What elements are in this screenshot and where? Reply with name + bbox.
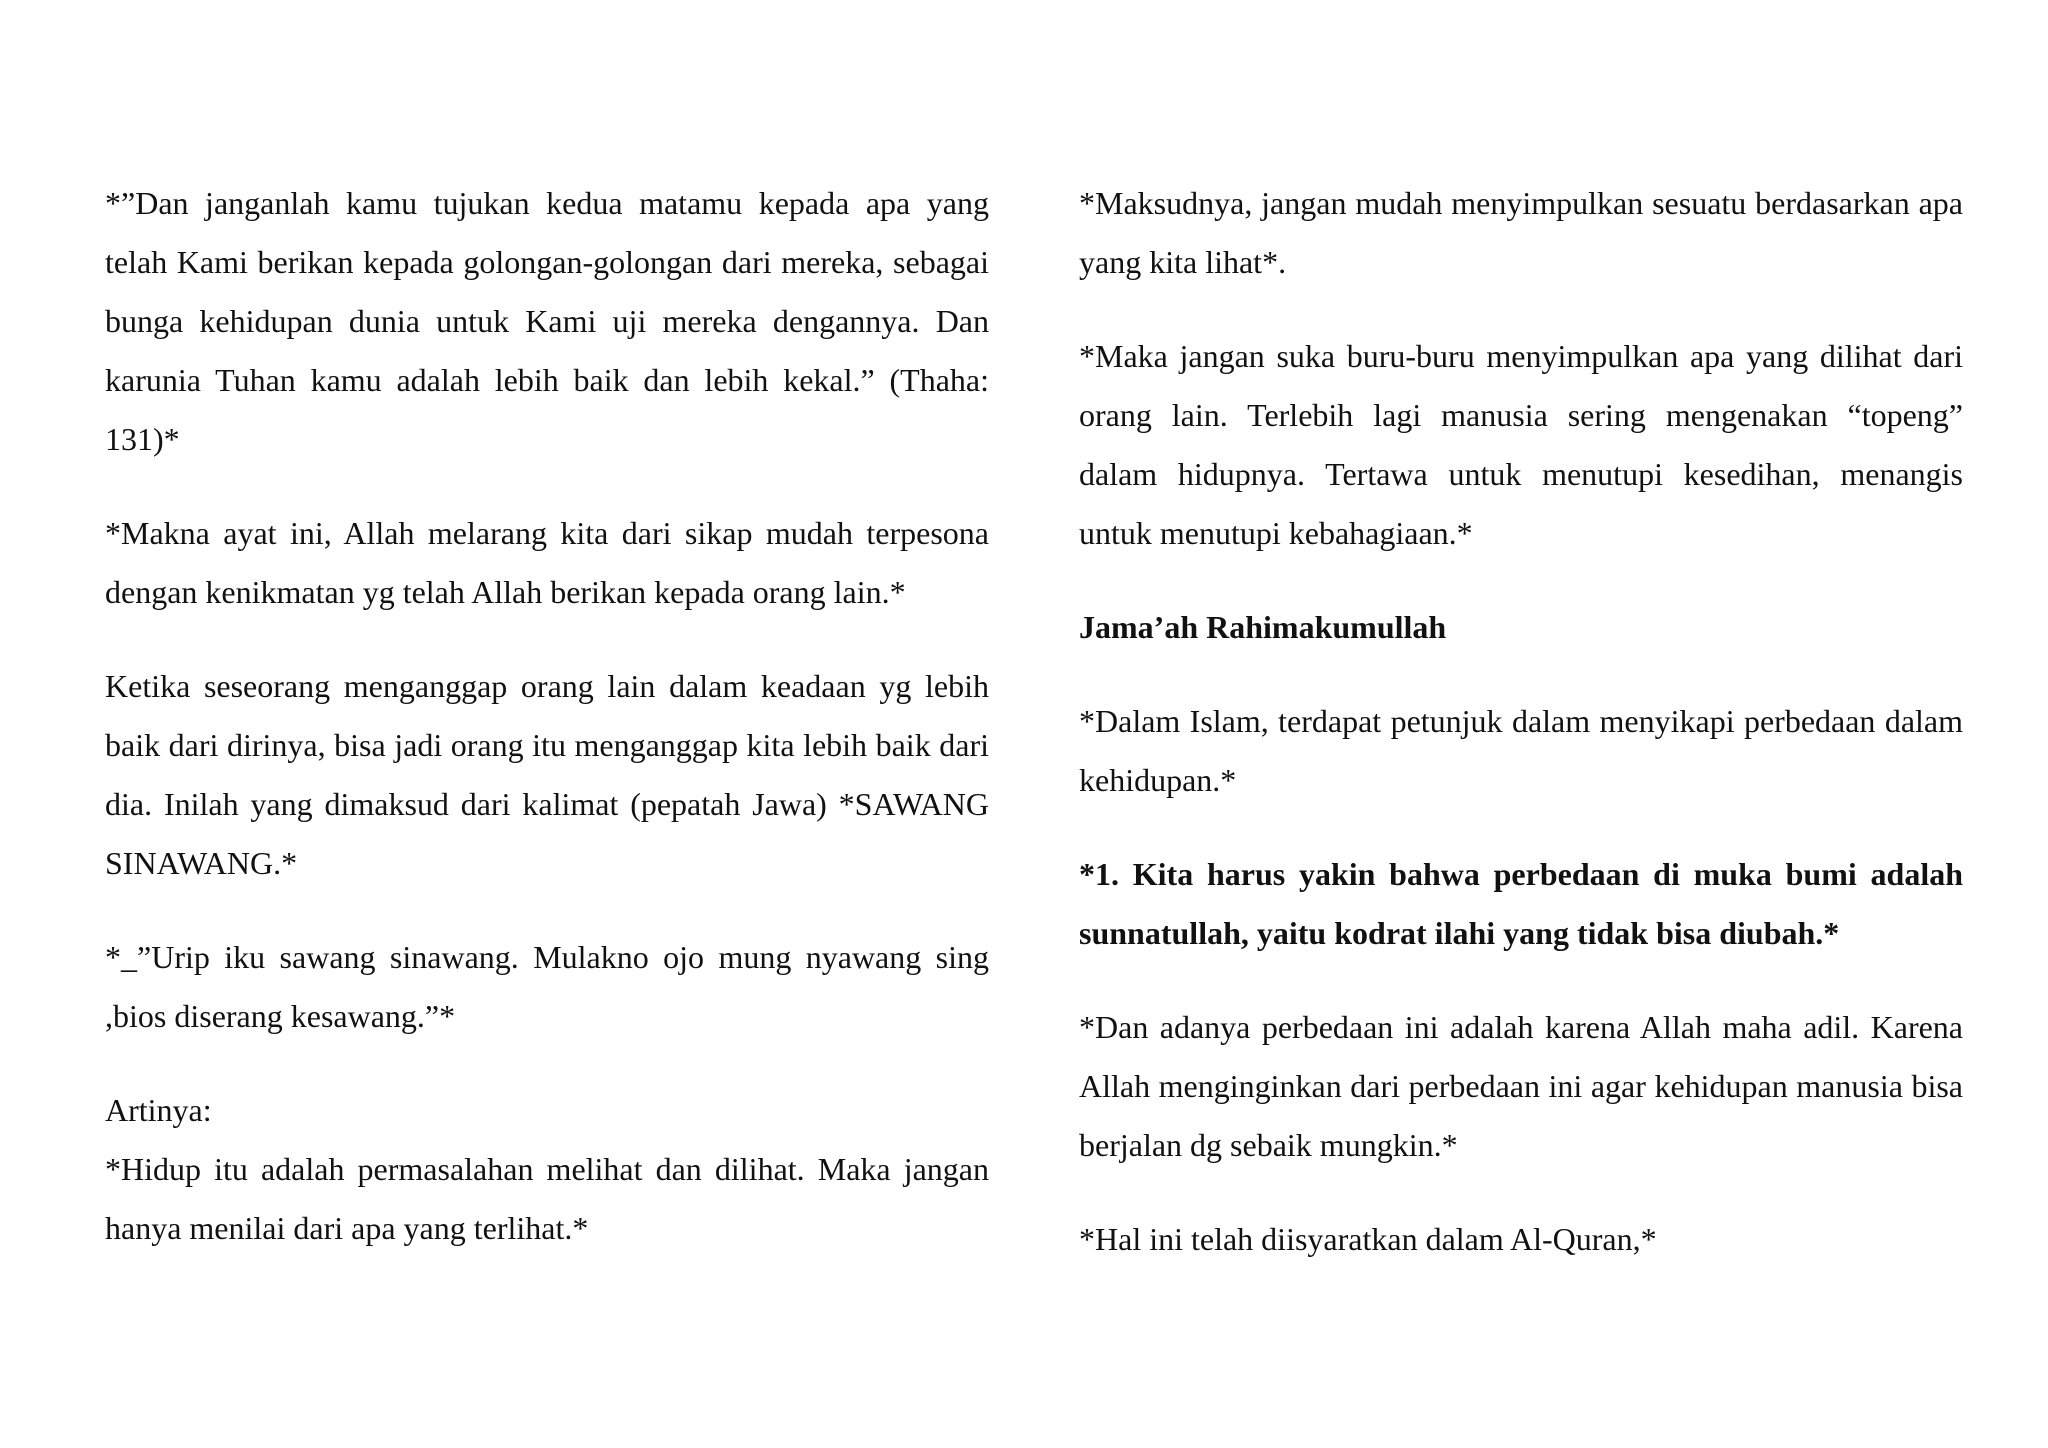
section-heading: Jama’ah Rahimakumullah bbox=[1079, 609, 1447, 645]
point-one-paragraph: *1. Kita harus yakin bahwa perbedaan di muka bumi adalah sunnatullah, yaitu kodrat ilahi yang tidak bisa diubah.* bbox=[1079, 856, 1963, 951]
right-column bbox=[1079, 174, 1963, 1304]
javanese-proverb-paragraph: *_”Urip iku sawang sinawang. Mulakno ojo mung nyawang sing ,bios diserang kesawang.”* bbox=[105, 939, 989, 1034]
quran-verse-paragraph: *”Dan janganlah kamu tujukan kedua matamu kepada apa yang telah Kami berikan kepada golongan-golongan dari mereka, sebagai bunga kehidupan dunia untuk Kami uji mereka dengannya. Dan karunia Tuhan kamu adalah lebih baik dan lebih kekal.” (Thaha: 131)* bbox=[105, 185, 989, 457]
islam-guidance-paragraph: *Dalam Islam, terdapat petunjuk dalam menyikapi perbedaan dalam kehidupan.* bbox=[1079, 703, 1963, 798]
verse-meaning-paragraph: *Makna ayat ini, Allah melarang kita dari sikap mudah terpesona dengan kenikmatan yg telah Allah berikan kepada orang lain.* bbox=[105, 515, 989, 610]
translation-label: Artinya: bbox=[105, 1092, 212, 1128]
quran-reference-paragraph: *Hal ini telah diisyaratkan dalam Al-Quran,* bbox=[1079, 1221, 1657, 1257]
allah-just-paragraph: *Dan adanya perbedaan ini adalah karena Allah maha adil. Karena Allah menginginkan dari perbedaan ini agar kehidupan manusia bisa berjalan dg sebaik mungkin.* bbox=[1079, 1009, 1963, 1163]
left-column bbox=[105, 174, 989, 1293]
meaning-paragraph: *Maksudnya, jangan mudah menyimpulkan sesuatu berdasarkan apa yang kita lihat*. bbox=[1079, 185, 1963, 280]
topeng-paragraph: *Maka jangan suka buru-buru menyimpulkan apa yang dilihat dari orang lain. Terlebih lagi manusia sering mengenakan “topeng” dalam hidupnya. Tertawa untuk menutupi kesedihan, menangis untuk menutupi kebahagiaan.* bbox=[1079, 338, 1963, 551]
sawang-sinawang-paragraph: Ketika seseorang menganggap orang lain dalam keadaan yg lebih baik dari dirinya, bisa jadi orang itu menganggap kita lebih baik dari dia. Inilah yang dimaksud dari kalimat (pepatah Jawa) *SAWANG SINAWANG.* bbox=[105, 668, 989, 881]
translation-paragraph: *Hidup itu adalah permasalahan melihat dan dilihat. Maka jangan hanya menilai dari apa yang terlihat.* bbox=[105, 1151, 989, 1246]
